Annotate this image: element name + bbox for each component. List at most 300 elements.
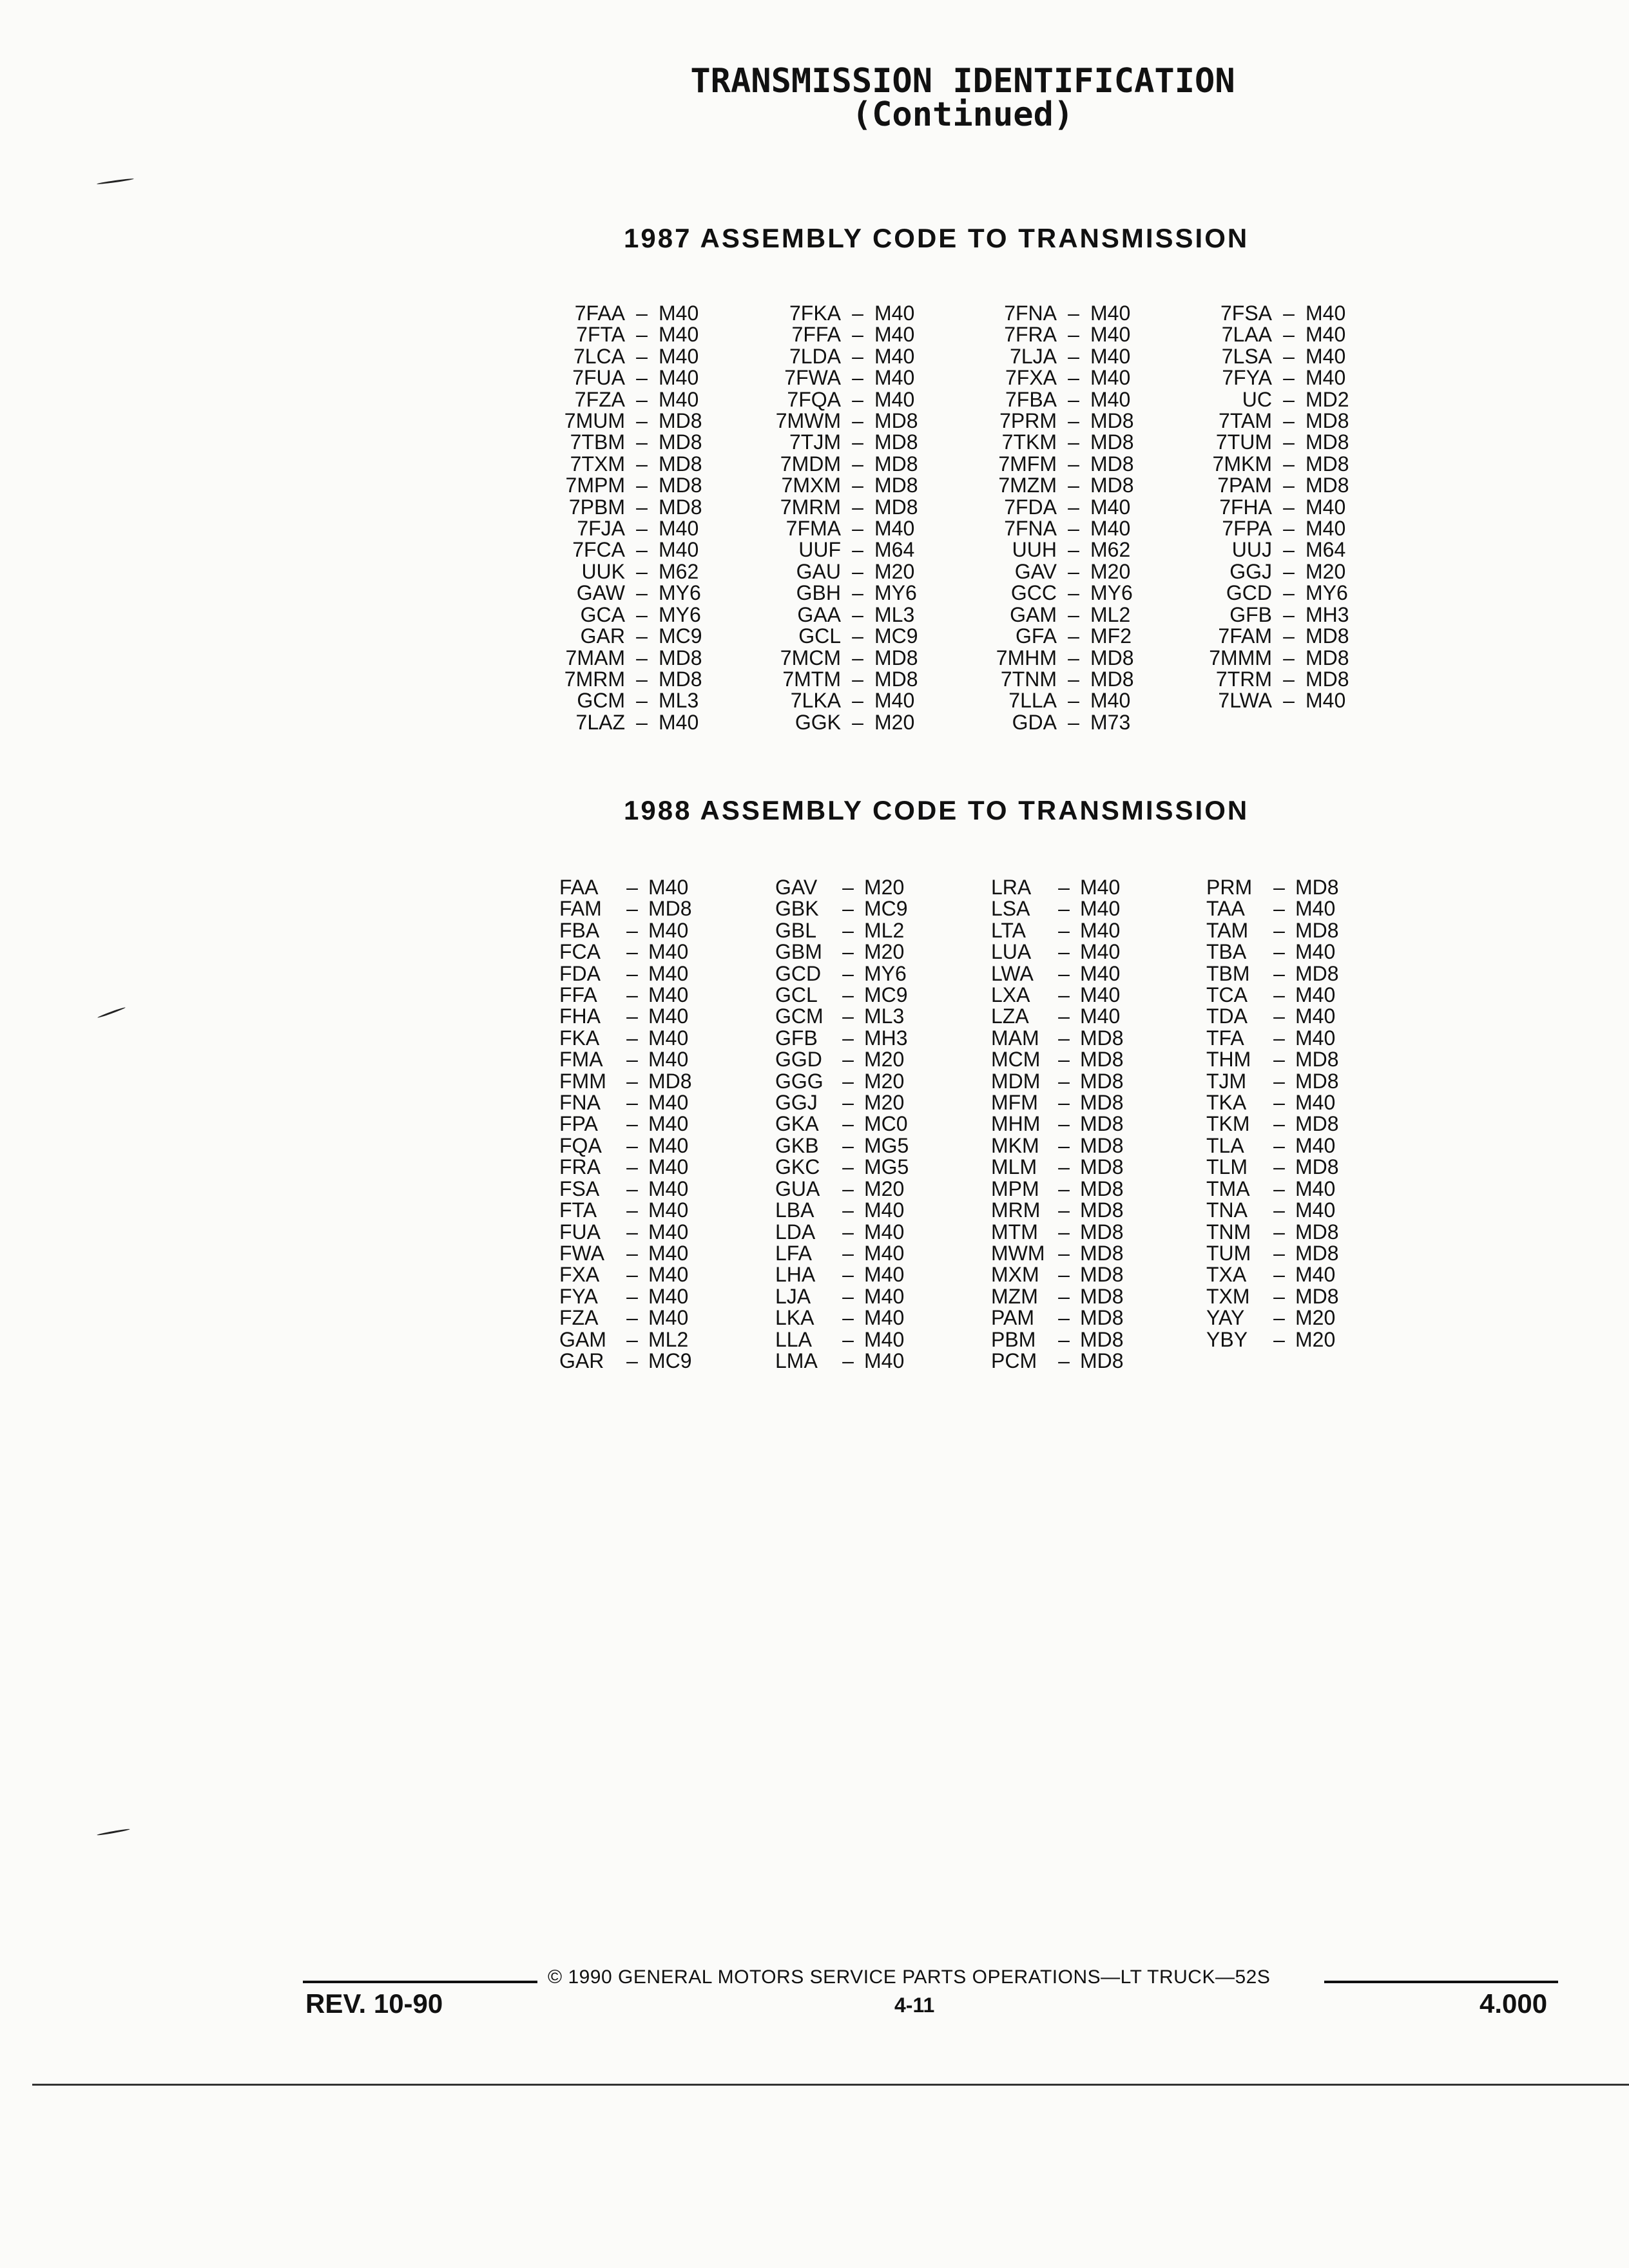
assembly-code: GGJ [1229,559,1272,583]
assembly-code: YBY [1206,1327,1248,1351]
code-row [1206,920,1393,941]
separator-dash: – [1273,1198,1285,1222]
assembly-code: LKA [775,1306,815,1330]
code-row [1206,324,1393,345]
footer-rule-left [303,1981,537,1983]
transmission-code: M40 [1306,495,1346,519]
transmission-code: MD8 [1080,1048,1124,1072]
assembly-code: 7FSA [1220,302,1272,325]
code-row [1206,367,1393,389]
transmission-code: M40 [1295,1198,1336,1222]
code-row [1206,898,1393,919]
transmission-code: MC0 [864,1112,908,1136]
transmission-code: M40 [1090,366,1131,390]
code-row [991,920,1178,941]
transmission-code: M20 [1295,1327,1336,1351]
separator-dash: – [626,1263,638,1287]
code-row [991,497,1178,518]
code-row [1206,432,1393,453]
assembly-code: GFB [775,1026,818,1050]
code-row [1206,303,1393,324]
code-row [559,1028,746,1049]
assembly-code: THM [1206,1048,1251,1072]
code-row [1206,410,1393,432]
assembly-code: PCM [991,1349,1037,1372]
code-row [559,367,746,389]
separator-dash: – [1273,1284,1285,1308]
assembly-code: GGG [775,1069,824,1093]
scan-mark [97,1006,126,1019]
code-row [559,1006,746,1027]
assembly-code: LHA [775,1263,816,1287]
assembly-code: FMA [559,1048,603,1072]
code-row [775,1222,962,1243]
transmission-code: M40 [864,1241,905,1265]
separator-dash: – [1283,302,1295,325]
separator-dash: – [1273,1133,1285,1157]
separator-dash: – [1058,1284,1070,1308]
assembly-code: 7TAM [1219,409,1272,433]
transmission-code: MD8 [1080,1349,1124,1372]
document-number: 4.000 [1480,1988,1548,2019]
assembly-code: GBL [775,918,817,942]
transmission-code: M40 [1090,689,1131,713]
transmission-code: M40 [874,517,915,541]
transmission-code: M40 [1295,1004,1336,1028]
assembly-code: GAV [1014,559,1057,583]
transmission-code: MD8 [1306,409,1349,433]
code-row [1206,454,1393,475]
code-row [559,1178,746,1200]
assembly-code: GBM [775,940,822,964]
code-row [991,1157,1178,1178]
transmission-code: M40 [1080,1004,1121,1028]
code-row [1206,1113,1393,1135]
transmission-code: M40 [1080,876,1121,899]
transmission-code: M20 [1295,1306,1336,1330]
separator-dash: – [842,1263,854,1287]
separator-dash: – [626,897,638,921]
code-row [775,432,962,453]
transmission-code: MG5 [864,1133,909,1157]
code-row [991,963,1178,985]
assembly-code: FBA [559,918,600,942]
separator-dash: – [626,1026,638,1050]
separator-dash: – [852,323,863,347]
code-row [991,941,1178,963]
assembly-code: 7TUM [1215,430,1272,454]
assembly-code: LBA [775,1198,815,1222]
separator-dash: – [636,452,648,476]
assembly-code: 7MZM [998,474,1057,497]
code-row [1206,1264,1393,1285]
separator-dash: – [842,1026,854,1050]
code-column-1987-1 [559,303,746,733]
separator-dash: – [842,1133,854,1157]
code-column-1988-3 [991,877,1178,1372]
code-row [991,410,1178,432]
separator-dash: – [842,1349,854,1372]
code-row [1206,604,1393,626]
transmission-code: MD8 [1090,667,1134,691]
transmission-code: ML3 [874,602,915,626]
assembly-code: UUJ [1231,538,1272,562]
assembly-code: 7LDA [789,344,841,368]
assembly-code: 7FFA [791,323,841,347]
code-row [991,1071,1178,1092]
assembly-code: GBK [775,897,819,921]
assembly-code: LMA [775,1349,818,1372]
code-row [775,1135,962,1157]
separator-dash: – [1058,1220,1070,1244]
code-row [1206,941,1393,963]
separator-dash: – [1068,646,1079,669]
transmission-code: MD8 [1306,646,1349,669]
code-row [775,475,962,496]
transmission-code: M40 [648,1220,689,1244]
separator-dash: – [842,1198,854,1222]
transmission-code: M40 [648,1048,689,1072]
transmission-code: M62 [659,559,699,583]
assembly-code: LDA [775,1220,816,1244]
transmission-code: ML2 [1090,602,1131,626]
separator-dash: – [1058,897,1070,921]
assembly-code: TKM [1206,1112,1250,1136]
separator-dash: – [842,1091,854,1115]
code-row [775,1243,962,1264]
transmission-code: MD8 [659,495,702,519]
code-row [991,898,1178,919]
assembly-code: 7FBA [1005,387,1057,411]
transmission-code: MD8 [648,1069,692,1093]
code-row [1206,669,1393,690]
separator-dash: – [1068,452,1079,476]
separator-dash: – [1068,323,1079,347]
transmission-code: M40 [1306,366,1346,390]
separator-dash: – [842,1284,854,1308]
code-row [1206,1071,1393,1092]
code-row [559,324,746,345]
separator-dash: – [1058,1349,1070,1372]
code-row [1206,877,1393,898]
transmission-code: MD8 [874,667,918,691]
transmission-code: MF2 [1090,624,1132,648]
separator-dash: – [852,710,863,734]
assembly-code: 7MXM [781,474,841,497]
assembly-code: 7FZA [574,387,625,411]
code-row [991,346,1178,367]
transmission-code: MC9 [648,1349,692,1372]
transmission-code: MD8 [1295,961,1339,985]
assembly-code: GAU [796,559,841,583]
separator-dash: – [626,983,638,1007]
separator-dash: – [1058,1198,1070,1222]
code-row [775,1178,962,1200]
assembly-code: 7FMA [786,517,841,541]
transmission-code: MD8 [659,646,702,669]
transmission-code: M40 [1090,344,1131,368]
transmission-code: M40 [648,940,689,964]
separator-dash: – [1068,474,1079,497]
transmission-code: MH3 [1306,602,1349,626]
transmission-code: M40 [1306,517,1346,541]
assembly-code: FMM [559,1069,606,1093]
assembly-code: FCA [559,940,601,964]
transmission-code: M40 [1090,323,1131,347]
code-row [775,367,962,389]
assembly-code: GAR [580,624,625,648]
separator-dash: – [1273,1112,1285,1136]
code-row [775,561,962,582]
transmission-code: M40 [659,517,699,541]
assembly-code: 7FYA [1222,366,1272,390]
assembly-code: GCL [775,983,818,1007]
transmission-code: M40 [1306,344,1346,368]
assembly-code: FFA [559,983,597,1007]
assembly-code: GCD [1226,581,1272,605]
separator-dash: – [1283,452,1295,476]
transmission-code: M40 [864,1349,905,1372]
assembly-code: 7MFM [998,452,1057,476]
transmission-code: MD8 [659,667,702,691]
transmission-code: MC9 [659,624,702,648]
code-row [1206,389,1393,410]
code-row [991,1264,1178,1285]
separator-dash: – [1068,581,1079,605]
section-heading-1987: 1987 ASSEMBLY CODE TO TRANSMISSION [624,223,1249,253]
transmission-code: ML3 [659,689,699,713]
code-row [775,1028,962,1049]
transmission-code: M40 [1080,897,1121,921]
assembly-code: GCL [798,624,841,648]
separator-dash: – [626,1349,638,1372]
transmission-code: M20 [864,1069,905,1093]
separator-dash: – [1273,1177,1285,1200]
assembly-code: TAA [1206,897,1245,921]
transmission-code: M40 [659,344,699,368]
scan-mark [97,1829,130,1836]
code-row [559,454,746,475]
transmission-code: MD8 [1080,1069,1124,1093]
assembly-code: LWA [991,961,1034,985]
separator-dash: – [626,1241,638,1265]
assembly-code: 7TJM [789,430,841,454]
separator-dash: – [636,323,648,347]
separator-dash: – [636,387,648,411]
transmission-code: MD8 [1306,624,1349,648]
separator-dash: – [1058,918,1070,942]
transmission-code: MD8 [1295,918,1339,942]
assembly-code: UUK [581,559,625,583]
assembly-code: GGJ [775,1091,818,1115]
assembly-code: FPA [559,1112,598,1136]
assembly-code: FHA [559,1004,601,1028]
code-row [559,497,746,518]
transmission-code: M40 [874,323,915,347]
assembly-code: GAM [559,1327,606,1351]
code-row [1206,648,1393,669]
code-row [1206,1178,1393,1200]
transmission-code: M40 [648,1004,689,1028]
transmission-code: M20 [864,1177,905,1200]
assembly-code: TNM [1206,1220,1251,1244]
separator-dash: – [1058,1155,1070,1179]
code-row [559,1222,746,1243]
code-row [559,1135,746,1157]
assembly-code: GBH [796,581,841,605]
transmission-code: MD8 [874,452,918,476]
separator-dash: – [1273,1091,1285,1115]
separator-dash: – [842,1004,854,1028]
separator-dash: – [852,302,863,325]
transmission-code: M40 [1295,897,1336,921]
transmission-code: M40 [864,1220,905,1244]
transmission-code: M20 [874,710,915,734]
code-row [1206,1049,1393,1070]
separator-dash: – [842,961,854,985]
separator-dash: – [1283,559,1295,583]
code-row [1206,346,1393,367]
assembly-code: TXA [1206,1263,1247,1287]
code-row [775,303,962,324]
transmission-code: M20 [864,1091,905,1115]
separator-dash: – [852,517,863,541]
separator-dash: – [1068,517,1079,541]
transmission-code: ML2 [648,1327,689,1351]
transmission-code: M20 [874,559,915,583]
code-row [991,303,1178,324]
separator-dash: – [842,983,854,1007]
code-row [991,1222,1178,1243]
assembly-code: 7MWM [775,409,841,433]
separator-dash: – [842,876,854,899]
transmission-code: M40 [659,387,699,411]
separator-dash: – [842,918,854,942]
assembly-code: 7FUA [572,366,625,390]
assembly-code: 7LAZ [575,710,625,734]
separator-dash: – [1068,559,1079,583]
code-row [1206,1200,1393,1221]
separator-dash: – [626,940,638,964]
transmission-code: MC9 [864,983,908,1007]
assembly-code: GCC [1010,581,1057,605]
transmission-code: MD8 [874,430,918,454]
code-row [991,1135,1178,1157]
transmission-code: M40 [1295,1026,1336,1050]
code-row [775,1307,962,1329]
transmission-code: MD8 [1295,1155,1339,1179]
code-row [991,648,1178,669]
separator-dash: – [1283,323,1295,347]
transmission-code: M40 [864,1284,905,1308]
code-row [775,410,962,432]
transmission-code: MD8 [1090,452,1134,476]
code-row [559,1243,746,1264]
transmission-code: M40 [874,302,915,325]
code-row [991,389,1178,410]
assembly-code: TBA [1206,940,1247,964]
separator-dash: – [626,1155,638,1179]
separator-dash: – [626,1091,638,1115]
code-row [991,877,1178,898]
assembly-code: PRM [1206,876,1253,899]
code-row [775,346,962,367]
assembly-code: GAM [1010,602,1057,626]
code-column-1987-3 [991,303,1178,733]
separator-dash: – [1273,983,1285,1007]
transmission-code: MD8 [1080,1220,1124,1244]
assembly-code: TJM [1206,1069,1247,1093]
code-row [1206,561,1393,582]
code-row [559,1264,746,1285]
code-row [991,985,1178,1006]
transmission-code: MD8 [1080,1026,1124,1050]
code-row [559,1157,746,1178]
code-row [775,1329,962,1350]
assembly-code: GKC [775,1155,820,1179]
transmission-code: M40 [1295,983,1336,1007]
transmission-code: M40 [1090,495,1131,519]
page-number: 4-11 [894,1994,935,2017]
assembly-code: TLM [1206,1155,1248,1179]
separator-dash: – [1283,581,1295,605]
code-row [775,941,962,963]
transmission-code: M40 [659,710,699,734]
assembly-code: 7FDA [1004,495,1057,519]
transmission-code: M40 [864,1198,905,1222]
separator-dash: – [626,1004,638,1028]
code-row [559,712,746,733]
code-row [559,690,746,711]
code-row [1206,518,1393,539]
transmission-code: M20 [864,940,905,964]
separator-dash: – [1273,1220,1285,1244]
code-row [775,1006,962,1027]
transmission-code: M40 [648,1133,689,1157]
assembly-code: 7MUM [564,409,625,433]
assembly-code: 7PRM [999,409,1057,433]
transmission-code: MD8 [874,646,918,669]
assembly-code: 7FCA [572,538,625,562]
assembly-code: TDA [1206,1004,1248,1028]
separator-dash: – [636,495,648,519]
separator-dash: – [852,474,863,497]
assembly-code: GAR [559,1349,604,1372]
assembly-code: GDA [1012,710,1057,734]
assembly-code: TXM [1206,1284,1250,1308]
transmission-code: M20 [864,1048,905,1072]
transmission-code: M40 [874,366,915,390]
code-column-1987-2 [775,303,962,733]
transmission-code: ML3 [864,1004,905,1028]
assembly-code: FXA [559,1263,600,1287]
separator-dash: – [842,1069,854,1093]
separator-dash: – [852,667,863,691]
assembly-code: FZA [559,1306,599,1330]
transmission-code: MD8 [1080,1327,1124,1351]
transmission-code: MD8 [1306,667,1349,691]
assembly-code: GAV [775,876,818,899]
separator-dash: – [1283,646,1295,669]
separator-dash: – [1058,961,1070,985]
assembly-code: 7FRA [1004,323,1057,347]
assembly-code: MFM [991,1091,1038,1115]
separator-dash: – [852,581,863,605]
transmission-code: MD8 [1090,474,1134,497]
separator-dash: – [636,559,648,583]
code-row [991,604,1178,626]
page-subtitle: (Continued) [851,95,1074,134]
